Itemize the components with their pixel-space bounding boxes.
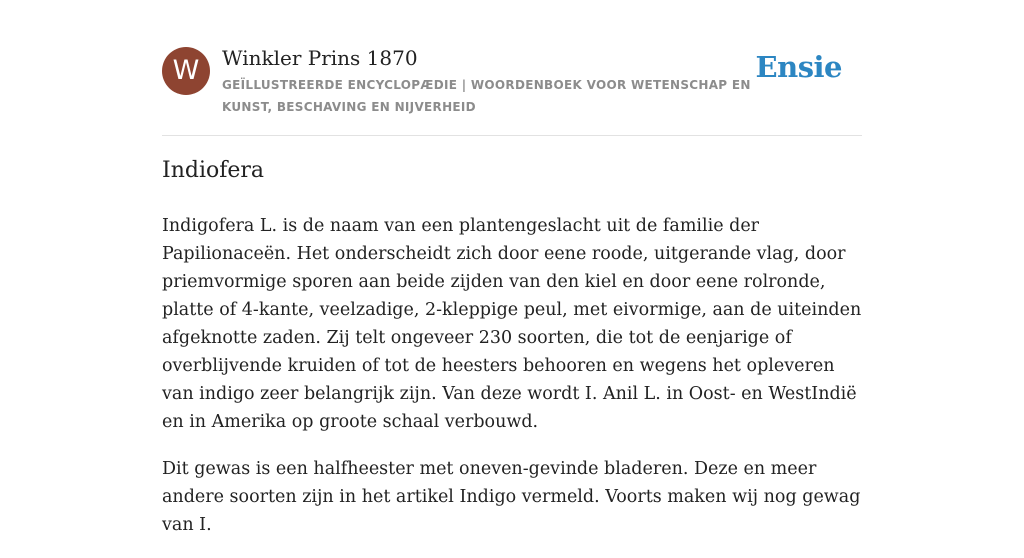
source-title[interactable]: Winkler Prins 1870 (222, 46, 418, 70)
article-paragraph: Indigofera L. is de naam van een plantengeslacht uit de familie der Papilionaceën. Het onderscheidt zich door eene roode, uitgerande vlag, door priemvormige sporen aan beide zijden van den kiel en door eene rolronde, platte of 4-kante, veelzadige, 2-kleppige peul, met eivormige, aan de uiteinden afgeknotte zaden. Zij telt ongeveer 230 soorten, die tot de eenjarige of overblijvende kruiden of tot de heesters behooren en wegens het opleveren van indigo zeer belangrijk zijn. Van deze wordt I. Anil L. in Oost- en WestIndië en in Amerika op groote schaal verbouwd. (162, 216, 862, 432)
article-paragraph: Dit gewas is een halfheester met oneven-gevinde bladeren. Deze en meer andere soorten zijn in het artikel Indigo vermeld. Voorts maken wij nog gewag van I. (162, 459, 861, 535)
source-subtitle: GEÏLLUSTREERDE ENCYCLOPÆDIE | WOORDENBOEK VOOR WETENSCHAP EN KUNST, BESCHAVING EN NIJVERHEID (222, 78, 751, 114)
article-title: Indiofera (162, 158, 265, 183)
article-body (162, 212, 864, 558)
header (162, 44, 862, 124)
divider (162, 135, 862, 136)
avatar[interactable]: W (162, 47, 210, 95)
ensie-logo[interactable]: Ensie (755, 50, 842, 84)
